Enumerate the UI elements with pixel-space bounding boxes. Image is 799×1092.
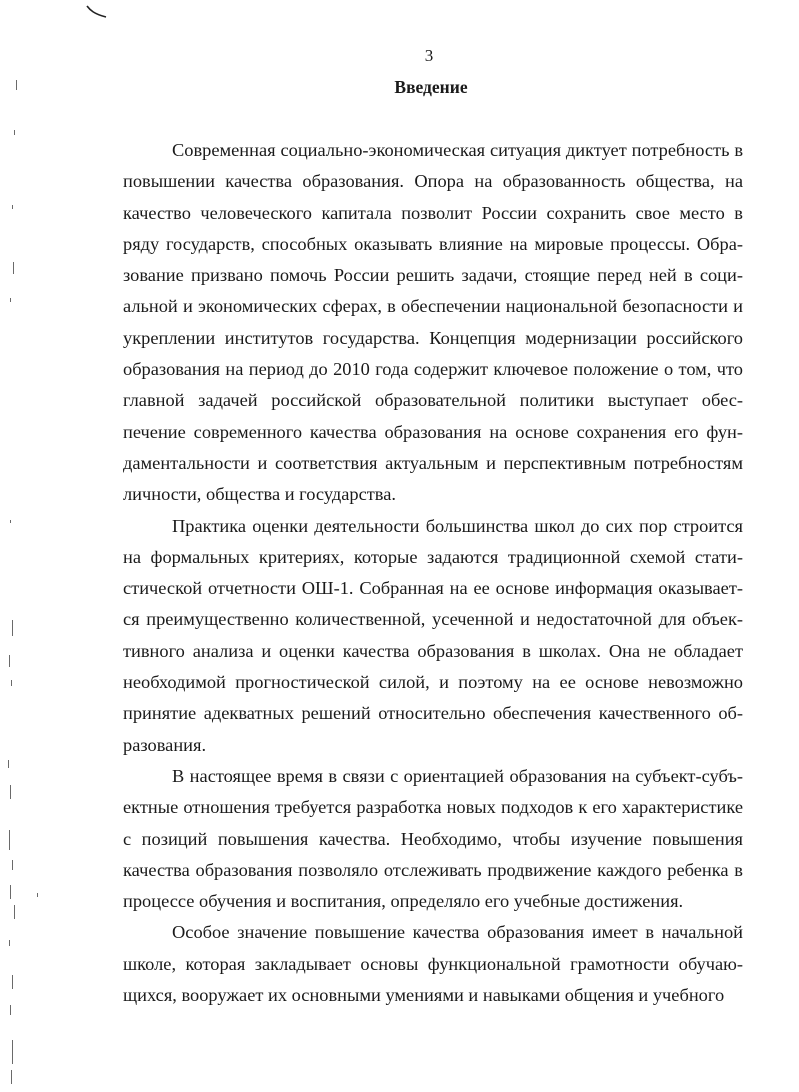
paragraph: Современная социально-экономическая ситуация диктует потребность в повышении качества образования. Опора на образованность общества, на качество человеческого капитала позволит России сохранить свое место в ряду государств, способных оказывать влияние на мировые процессы. Образование призвано помочь России решить задачи, стоящие перед ней в социальной и экономических сферах, в обеспечении национальной безопасности и укреплении институтов государства. Концепция модернизации российского образования на период до 2010 года содержит ключевое положение о том, что главной задачей российской образовательной политики выступает обеспечение современного качества образования на основе сохранения его фундаментальности и соответствия актуальным и перспективным потребностям личности, общества и государства. [123, 140, 743, 505]
body-text [123, 135, 743, 1011]
paragraph: Практика оценки деятельности большинства школ до сих пор строится на формальных критериях, которые задаются традиционной схемой статистической отчетности ОШ-1. Собранная на ее основе информация оказывается преимущественно количественной, усеченной и недостаточной для объективного анализа и оценки качества образования в школах. Она не обладает необходимой прогностической силой, и поэтому на ее основе невозможно принятие адекватных решений относительно обеспечения качественного образования. [123, 515, 743, 755]
paragraph: Особое значение повышение качества образования имеет в начальной школе, которая закладывает основы функциональной грамотности обучающихся, вооружает их основными умениями и навыками общения и учебного [123, 922, 743, 1006]
page-number: 3 [424, 46, 434, 65]
pen-stroke-mark [86, 4, 108, 18]
scan-margin-marks [0, 0, 60, 1092]
section-heading: Введение [394, 77, 468, 97]
paragraph: В настоящее время в связи с ориентацией образования на субъект-субъектные отношения требуется разработка новых подходов к его характеристике с позиций повышения качества. Необходимо, чтобы изучение повышения качества образования позволяло отслеживать продвижение каждого ребенка в процессе обучения и воспитания, определяло его учебные достижения. [123, 765, 743, 912]
